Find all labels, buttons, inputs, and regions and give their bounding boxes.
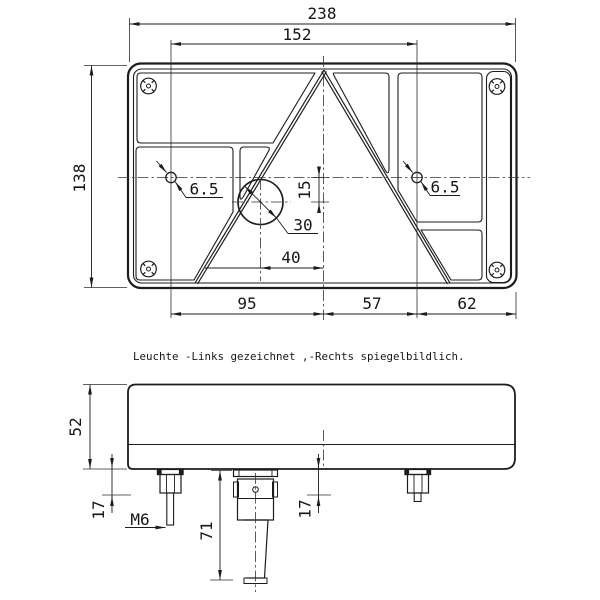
screw-icon (489, 79, 505, 95)
stud-left (158, 470, 184, 526)
hole-diameter-label-left: 6.5 (189, 179, 219, 199)
dimensions-side-view (90, 385, 319, 581)
panel-left-middle (136, 147, 233, 280)
dim-stud-left-17: 17 (89, 500, 108, 520)
circle-diameter-label: 30 (293, 215, 313, 235)
dim-offset-40: 40 (281, 248, 301, 267)
panel-right-of-triangle (333, 73, 389, 173)
dim-chain-57: 57 (362, 294, 382, 313)
side-body (128, 385, 515, 470)
thread-spec-label: M6 (130, 510, 150, 529)
extension-lines-side (83, 385, 331, 581)
dim-stud-right-17: 17 (295, 499, 315, 519)
dim-connector-length: 71 (197, 521, 216, 541)
screw-icon (141, 261, 157, 277)
lamp-inner-outline (134, 69, 512, 283)
panel-mount-strip (487, 72, 511, 283)
dim-offset-15: 15 (295, 180, 314, 200)
stud-right-threaded-rod (414, 493, 421, 502)
dimensions-top-view (92, 24, 517, 314)
panel-right-large (398, 73, 482, 222)
dim-body-height: 52 (66, 417, 85, 437)
stud-left-threaded-rod (167, 493, 174, 525)
dim-stud-spacing: 152 (282, 25, 312, 44)
stud-right (405, 470, 431, 502)
lamp-outer-housing (128, 64, 517, 289)
dim-overall-width: 238 (307, 4, 337, 23)
panel-top-left (137, 73, 315, 143)
screw-icon (141, 78, 157, 94)
dimension-labels-side (66, 417, 315, 540)
hole-diameter-label-right: 6.5 (430, 177, 460, 197)
dim-overall-height: 138 (70, 163, 89, 193)
dim-chain-62: 62 (457, 294, 477, 313)
drawing-note: Leuchte -Links gezeichnet ,-Rechts spiegelbildlich. (133, 350, 465, 363)
screw-icon (489, 262, 505, 278)
side-view-lamp (128, 385, 515, 584)
dim-chain-95: 95 (237, 294, 257, 313)
top-view-lamp (128, 64, 517, 289)
connector-cable (243, 520, 268, 578)
